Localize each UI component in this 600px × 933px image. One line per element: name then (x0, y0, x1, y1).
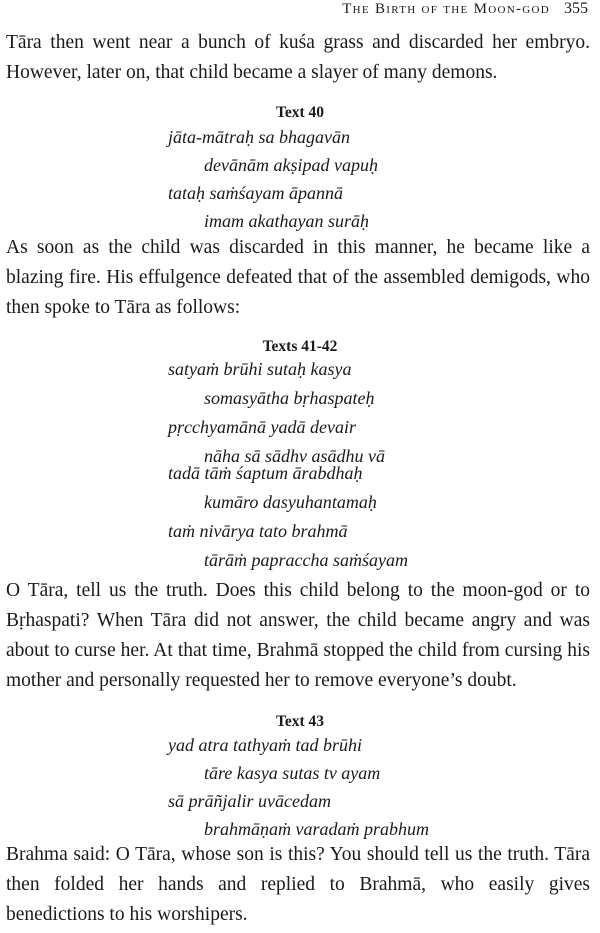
verse-line: tadā tāṁ śaptum ārabdhaḥ (168, 463, 363, 483)
running-title: The Birth of the Moon-god (342, 1, 550, 17)
verse-line: taṁ nivārya tato brahmā (168, 521, 348, 541)
verse-line: brahmāṇaṁ varadaṁ prabhum (204, 819, 429, 839)
text-40-heading: Text 40 (275, 104, 325, 121)
verse-line: tataḥ saṁśayam āpannā (168, 183, 343, 203)
verse-line: nāha sā sādhv asādhu vā (204, 446, 385, 466)
verse-line: kumāro dasyuhantamaḥ (204, 492, 377, 512)
verse-line: jāta-mātraḥ sa bhagavān (168, 127, 350, 147)
verse-line: devānām akṣipad vapuḥ (204, 155, 378, 175)
verse-line: somasyātha bṛhaspateḥ (204, 388, 375, 408)
paragraph-1: Tāra then went near a bunch of kuśa grass and discarded her embryo. However, later on, that child became a slayer of many demons. (6, 32, 590, 83)
texts-41-42-heading: Texts 41-42 (262, 338, 338, 355)
verse-line: imam akathayan surāḥ (204, 211, 369, 231)
verse-line: pṛcchyamānā yadā devair (168, 417, 356, 437)
verse-line: tārāṁ papraccha saṁśayam (204, 550, 408, 570)
paragraph-4: Brahma said: O Tāra, whose son is this? You should tell us the truth. Tāra then folded her hands and replied to Brahmā, who easily gives benedictions to his worshipers. (6, 844, 590, 925)
paragraph-2: As soon as the child was discarded in this manner, he became like a blazing fire. His effulgence defeated that of the assembled demigods, who then spoke to Tāra as follows: (6, 237, 590, 318)
verse-line: yad atra tathyaṁ tad brūhi (168, 735, 362, 755)
verse-line: tāre kasya sutas tv ayam (204, 763, 381, 783)
verse-line: satyaṁ brūhi sutaḥ kasya (168, 359, 352, 379)
text-43-heading: Text 43 (275, 713, 325, 730)
paragraph-3: O Tāra, tell us the truth. Does this child belong to the moon-god or to Bṛhaspati? When Tāra did not answer, the child became angry and was about to curse her. At that time, Brahmā stopped the child from cursing his mother and personally requested her to remove everyone’s doubt. (6, 580, 590, 691)
page-number: 355 (564, 0, 588, 17)
verse-line: sā prāñjalir uvācedam (168, 791, 331, 811)
page-header (0, 0, 588, 24)
